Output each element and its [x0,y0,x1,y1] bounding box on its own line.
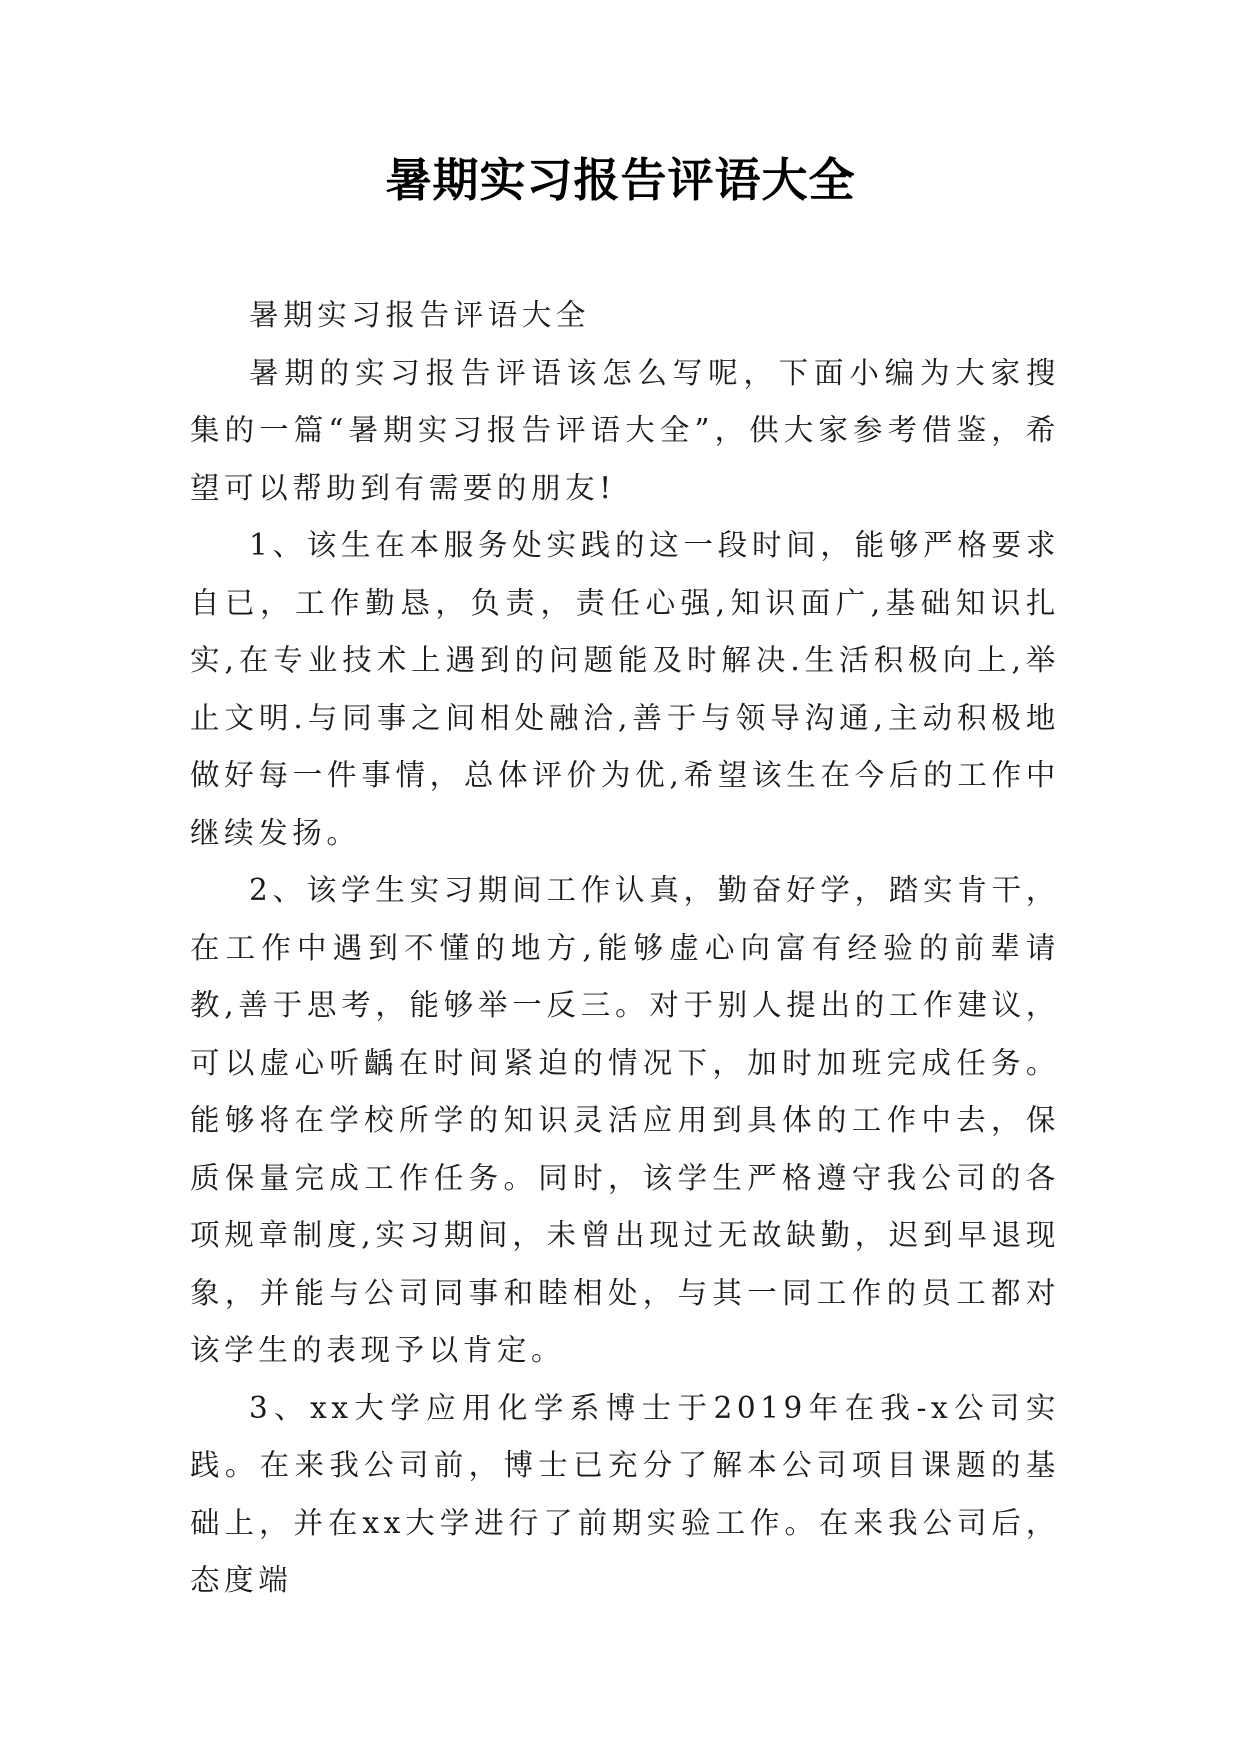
paragraph-comment-1: 1、该生在本服务处实践的这一段时间，能够严格要求自已，工作勤恳，负责，责任心强,知识面广,基础知识扎实,在专业技术上遇到的问题能及时解决.生活积极向上,举止文明.与同事之间相处融洽,善于与领导沟通,主动积极地做好每一件事情，总体评价为优,希望该生在今后的工作中继续发扬。 [190,528,1060,850]
document-body [190,287,1060,1610]
paragraph-comment-2: 2、该学生实习期间工作认真，勤奋好学，踏实肯干，在工作中遇到不懂的地方,能够虚心向富有经验的前辈请教,善于思考，能够举一反三。对于别人提出的工作建议，可以虚心听齲在时间紧迫的情况下，加时加班完成任务。能够将在学校所学的知识灵活应用到具体的工作中去，保质保量完成工作任务。同时，该学生严格遵守我公司的各项规章制度,实习期间，未曾出现过无故缺勤，迟到早退现象，并能与公司同事和睦相处，与其一同工作的员工都对该学生的表现予以肯定。 [190,873,1060,1367]
paragraph-comment-3: 3、xx大学应用化学系博士于2019年在我-x公司实践。在来我公司前，博士已充分了解本公司项目课题的基础上，并在xx大学进行了前期实验工作。在来我公司后，态度端 [190,1390,1060,1597]
document-title: 暑期实习报告评语大全 [385,153,856,207]
paragraph-intro: 暑期的实习报告评语该怎么写呢，下面小编为大家搜集的一篇“暑期实习报告评语大全”，供大家参考借鉴，希望可以帮助到有需要的朋友! [190,355,1060,505]
paragraph-subtitle: 暑期实习报告评语大全 [249,298,591,332]
